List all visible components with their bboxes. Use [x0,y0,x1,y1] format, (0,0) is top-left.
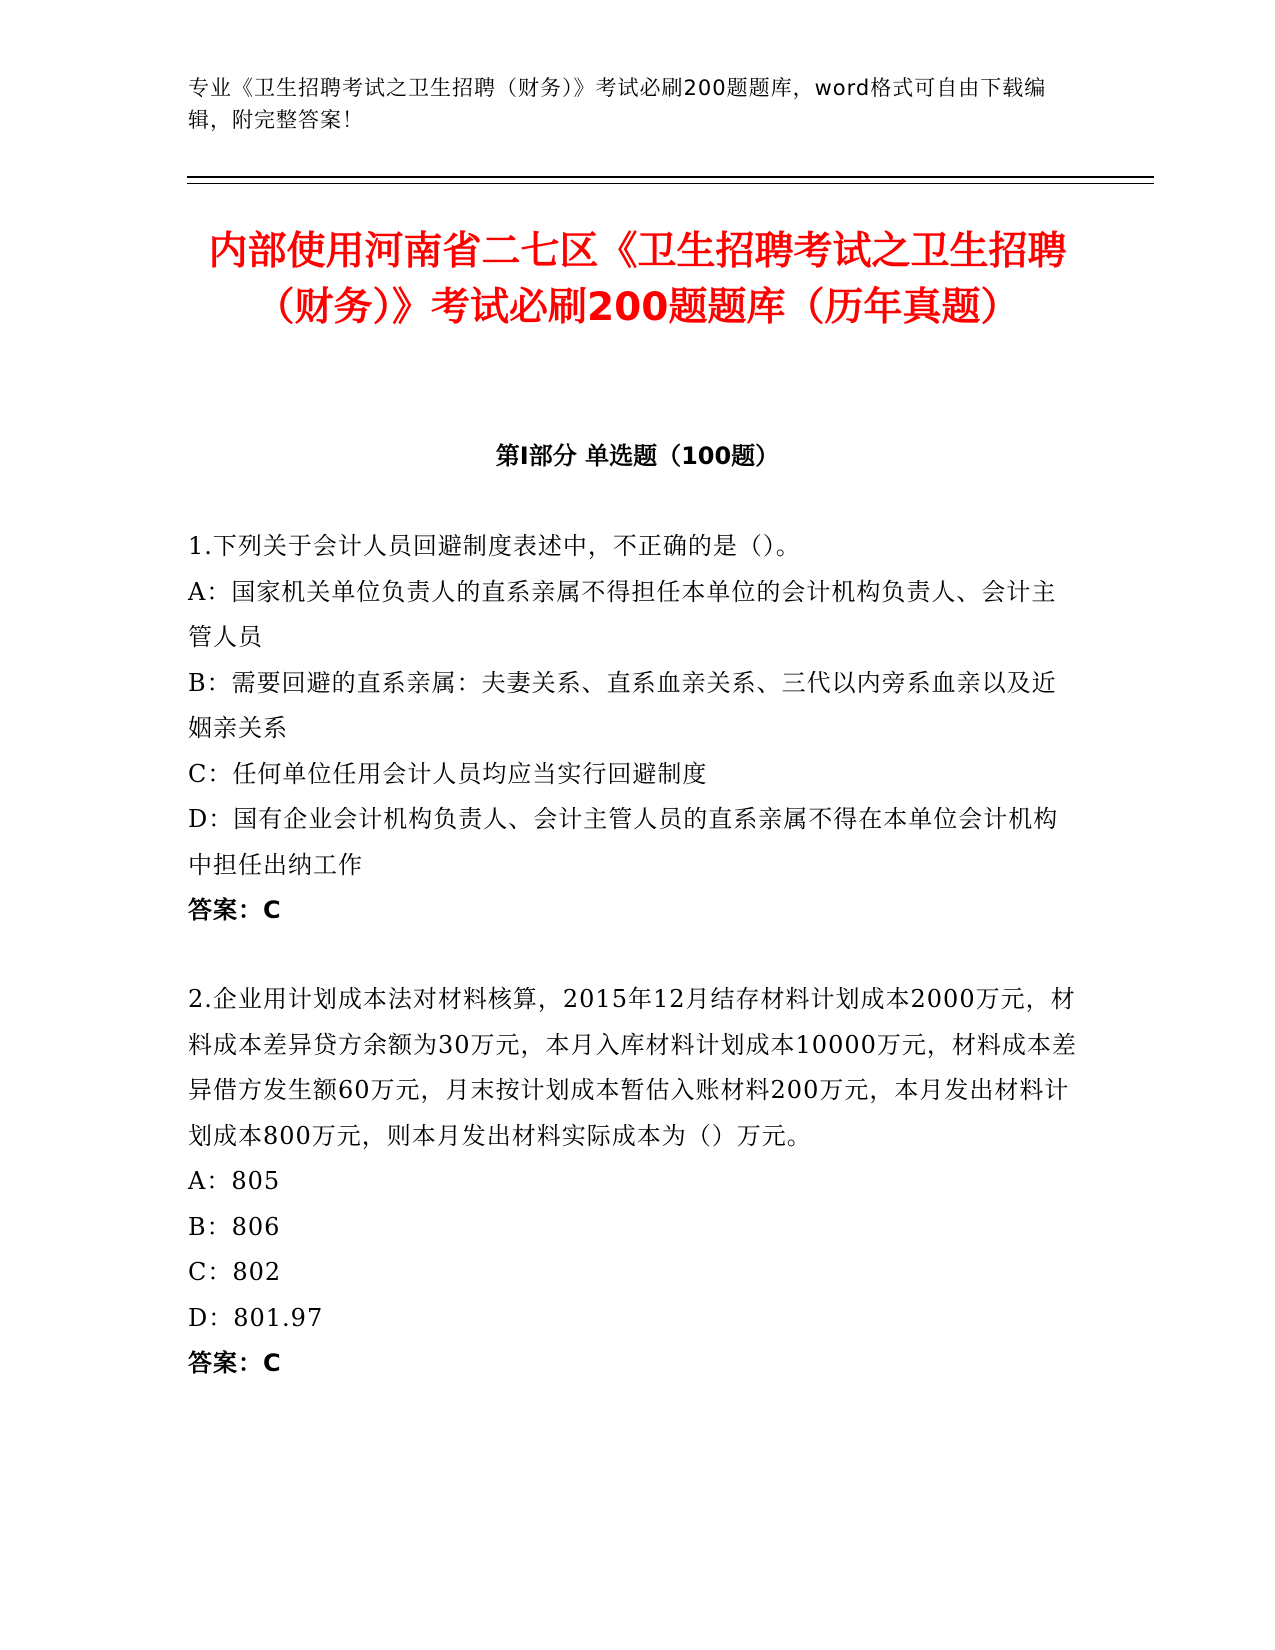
document-title: 内部使用河南省二七区《卫生招聘考试之卫生招聘（财务）》考试必刷200题题库（历年真题） [208,229,1067,330]
answer-text: 答案：C [188,1349,282,1377]
option-d: D：国有企业会计机构负责人、会计主管人员的直系亲属不得在本单位会计机构中担任出纳工作 [188,805,1059,879]
question-1 [188,524,1078,934]
question-2 [188,977,1078,1387]
option-c: C：802 [188,1258,282,1286]
question-stem: 1.下列关于会计人员回避制度表述中，不正确的是（）。 [188,532,801,560]
option-b: B：806 [188,1212,281,1241]
answer-text: 答案：C [188,896,282,924]
header-divider-thick [187,176,1154,178]
option-a: A：805 [188,1167,281,1195]
option-c: C：任何单位任用会计人员均应当实行回避制度 [188,759,708,788]
option-b: B：需要回避的直系亲属：夫妻关系、直系血亲关系、三代以内旁系血亲以及近姻亲关系 [188,668,1057,742]
option-a: A：国家机关单位负责人的直系亲属不得担任本单位的会计机构负责人、会计主管人员 [188,577,1057,651]
section-title: 第Ⅰ部分 单选题（100题） [495,442,780,470]
option-d: D：801.97 [188,1303,324,1332]
header-note: 专业《卫生招聘考试之卫生招聘（财务）》考试必刷200题题库，word格式可自由下载编辑，附完整答案！ [188,76,1047,132]
header-divider-thin [187,183,1154,184]
question-stem: 2.企业用计划成本法对材料核算，2015年12月结存材料计划成本2000万元，材料成本差异贷方余额为30万元，本月入库材料计划成本10000万元，材料成本差异借方发生额60万元，月末按计划成本暂估入账材料200万元，本月发出材料计划成本800万元，则本月发出材料实际成本为（）万元。 [188,985,1077,1150]
